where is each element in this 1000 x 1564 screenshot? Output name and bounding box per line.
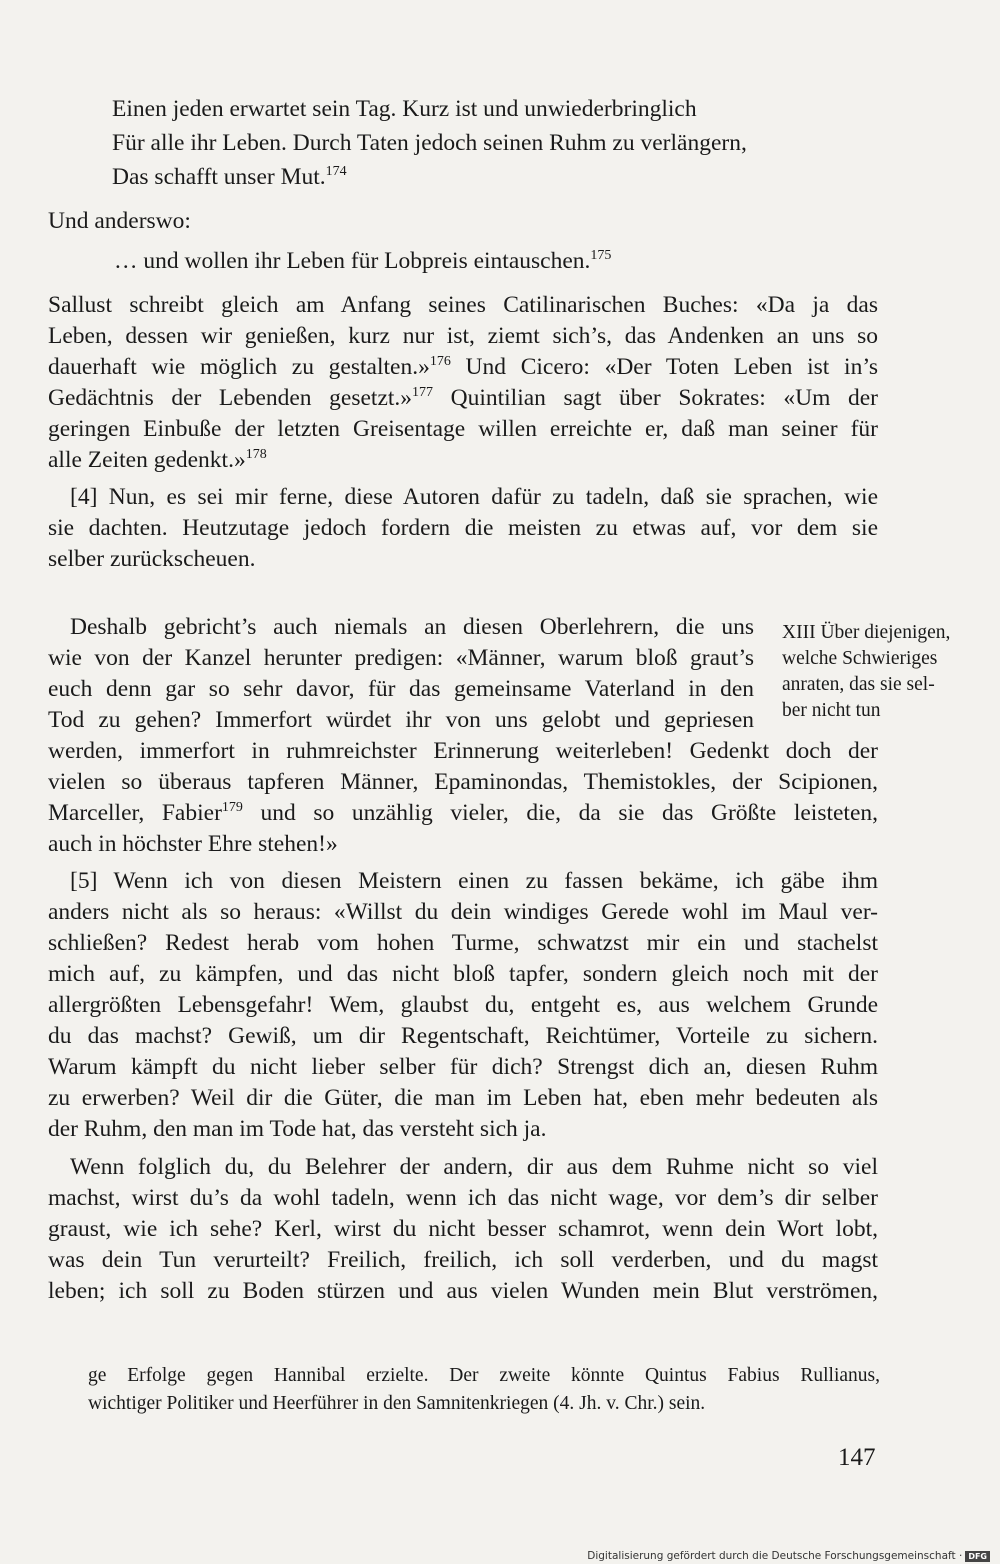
paragraph-line: schließen? Redest herab vom hohen Turme, schwatzst mir ein und stachelst <box>48 930 878 956</box>
paragraph-line: leben; ich soll zu Boden stürzen und aus vielen Wunden mein Blut verströmen, <box>48 1278 878 1304</box>
verse-line: Das schafft unser Mut.$^{174}$ <box>112 164 347 190</box>
footnote-line: ge Erfolge gegen Hannibal erzielte. Der zweite könnte Quintus Fabius Rullianus, <box>88 1365 880 1386</box>
paragraph-line: allergrößten Lebensgefahr! Wem, glaubst du, entgeht es, aus welchem Grunde <box>48 992 878 1018</box>
paragraph-line: Tod zu gehen? Immerfort würdet ihr von uns gelobt und gepriesen <box>48 707 754 733</box>
paragraph-line: alle Zeiten gedenkt.»$^{178}$ <box>48 447 267 473</box>
paragraph-line: Leben, dessen wir genießen, kurz nur ist, ziemt sich’s, das Andenken an uns so <box>48 323 878 349</box>
paragraph-line: Gedächtnis der Lebenden gesetzt.»$^{177}$ Quintilian sagt über Sokrates: «Um der <box>48 385 878 411</box>
paragraph-line: machst, wirst du’s da wohl tadeln, wenn ich das nicht wage, vor dem’s dir selber <box>48 1185 878 1211</box>
paragraph-line: wie von der Kanzel herunter predigen: «Männer, warum bloß graut’s <box>48 645 754 671</box>
margin-note-line: XIII Über diejenigen, <box>782 622 951 643</box>
paragraph-line: mich auf, zu kämpfen, und das nicht bloß tapfer, sondern gleich noch mit der <box>48 961 878 987</box>
paragraph-line: dauerhaft wie möglich zu gestalten.»$^{176}$ Und Cicero: «Der Toten Leben ist in’s <box>48 354 878 380</box>
footnote-line: wichtiger Politiker und Heerführer in den Samnitenkriegen (4. Jh. v. Chr.) sein. <box>88 1393 706 1414</box>
paragraph-line: vielen so überaus tapferen Männer, Epaminondas, Themistokles, der Scipionen, <box>48 769 878 795</box>
paragraph-line: Wenn folglich du, du Belehrer der andern, dir aus dem Ruhme nicht so viel <box>70 1154 878 1180</box>
page-number: 147 <box>838 1444 876 1471</box>
paragraph-line: Deshalb gebricht’s auch niemals an diesen Oberlehrern, die uns <box>70 614 754 640</box>
margin-note <box>782 620 950 724</box>
margin-note-line: anraten, das sie sel- <box>782 674 935 695</box>
verse-line: Für alle ihr Leben. Durch Taten jedoch seinen Ruhm zu verlängern, <box>112 130 747 156</box>
paragraph-line: euch denn gar so sehr davor, für das gemeinsame Vaterland in den <box>48 676 754 702</box>
paragraph-line: graust, wie ich sehe? Kerl, wirst du nicht besser schamrot, wenn dein Wort lobt, <box>48 1216 878 1242</box>
margin-note-line: welche Schwieriges <box>782 648 938 669</box>
verse-line: Einen jeden erwartet sein Tag. Kurz ist und unwiederbringlich <box>112 96 697 122</box>
paragraph-line: geringen Einbuße der letzten Greisentage willen erreichte er, daß man seiner für <box>48 416 878 442</box>
footnote-ref: 179 <box>221 800 243 815</box>
paragraph-line: sie dachten. Heutzutage jedoch fordern die meisten zu etwas auf, vor dem sie <box>48 515 878 541</box>
dfg-logo: DFG <box>965 1551 990 1562</box>
paragraph-line: Marceller, Fabier$^{179}$ und so unzählig vieler, die, da sie das Größte leisteten, <box>48 800 879 826</box>
digitization-credit: Digitalisierung gefördert durch die Deutsche Forschungsgemeinschaft · DFG <box>587 1550 990 1562</box>
paragraph-line: zu erwerben? Weil dir die Güter, die man im Leben hat, eben mehr bedeuten als <box>48 1085 878 1111</box>
paragraph-line: du das machst? Gewiß, um dir Regentschaft, Reichtümer, Vorteile zu sichern. <box>48 1023 878 1049</box>
paragraph-line: der Ruhm, den man im Tode hat, das versteht sich ja. <box>48 1116 547 1142</box>
paragraph-line: [5] Wenn ich von diesen Meistern einen zu fassen bekäme, ich gäbe ihm <box>70 868 878 894</box>
paragraph-line: [4] Nun, es sei mir ferne, diese Autoren dafür zu tadeln, daß sie sprachen, wie <box>70 484 878 510</box>
paragraph-line: Warum kämpft du nicht lieber selber für dich? Strengst dich an, diesen Ruhm <box>48 1054 878 1080</box>
paragraph-line: selber zurückscheuen. <box>48 546 256 572</box>
footnote-ref: 174 <box>325 164 347 179</box>
footnote-ref: 175 <box>590 248 612 263</box>
paragraph-line: was dein Tun verurteilt? Freilich, freilich, ich soll verderben, und du magst <box>48 1247 878 1273</box>
paragraph-line: auch in höchster Ehre stehen!» <box>48 831 338 857</box>
footnote-ref: 176 <box>429 354 451 369</box>
paragraph-line: werden, immerfort in ruhmreichster Erinnerung weiterleben! Gedenkt doch der <box>48 738 878 764</box>
quote-line: … und wollen ihr Leben für Lobpreis eintauschen.$^{175}$ <box>114 248 612 274</box>
footnote-ref: 177 <box>412 385 434 400</box>
paragraph-line: Sallust schreibt gleich am Anfang seines Catilinarischen Buches: «Da ja das <box>48 292 878 318</box>
margin-note-line: ber nicht tun <box>782 700 881 721</box>
paragraph-line: Und anderswo: <box>48 208 191 234</box>
paragraph-line: anders nicht als so heraus: «Willst du dein windiges Gerede wohl im Maul ver- <box>48 899 878 925</box>
footnote-ref: 178 <box>245 447 267 462</box>
